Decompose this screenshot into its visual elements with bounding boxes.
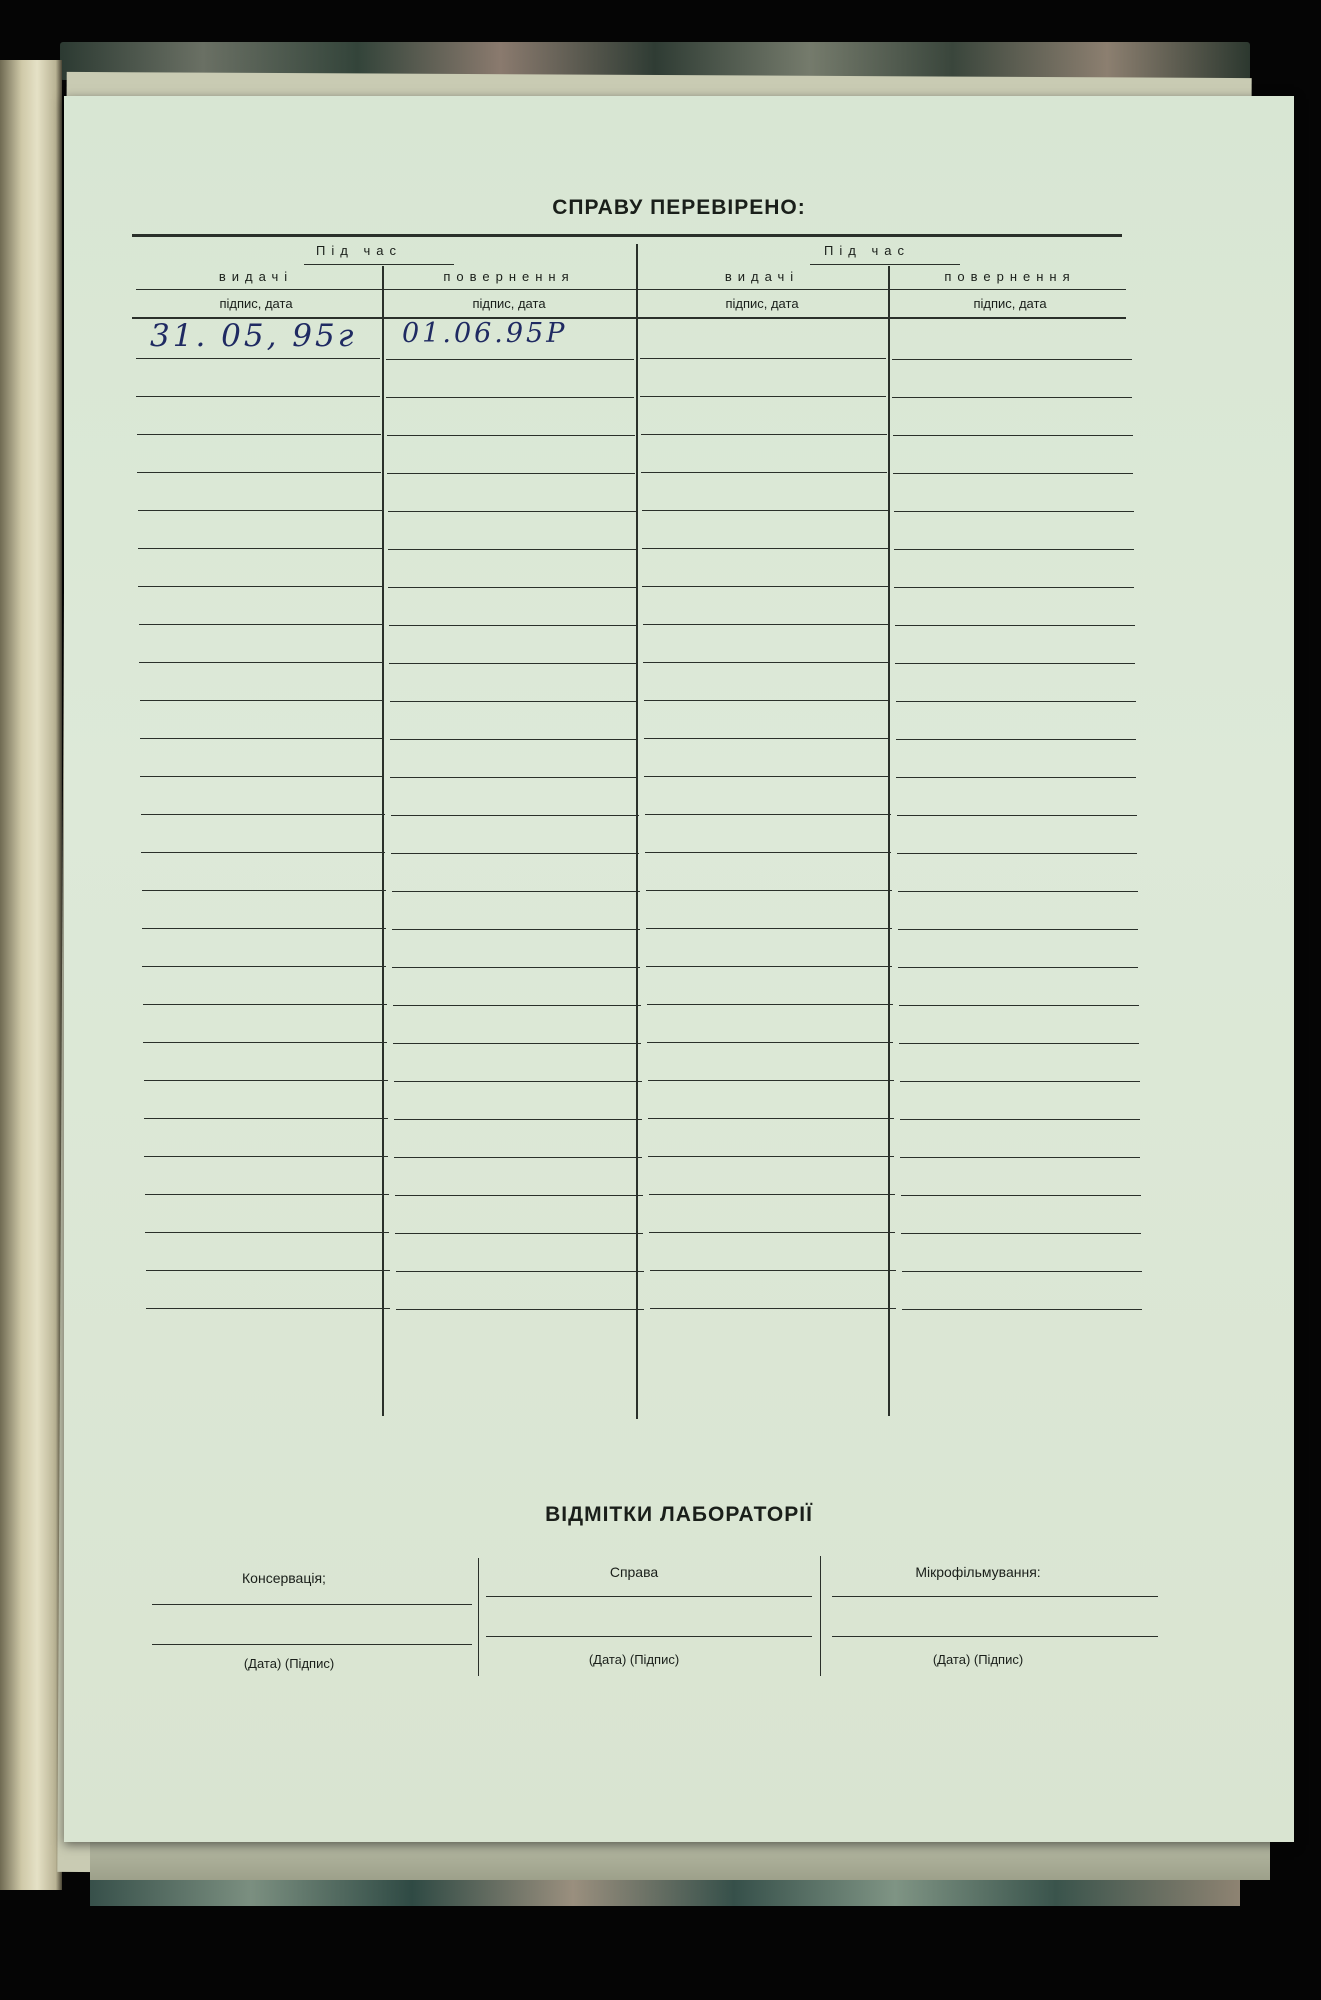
entry-row-line (650, 1308, 896, 1309)
lab-datesign-2: (Дата) (Підпис) (588, 1652, 680, 1667)
entry-row-line (892, 397, 1132, 398)
lab-conservation-label: Консервація; (242, 1570, 326, 1586)
entry-row-line (898, 967, 1138, 968)
entry-row-line (899, 1043, 1139, 1044)
entry-row-line (141, 814, 385, 815)
handwritten-return-date: 01.06.95Р (402, 318, 568, 349)
entry-row-line (394, 1157, 642, 1158)
entry-row-line (895, 663, 1135, 664)
entry-row-line (897, 853, 1137, 854)
entry-row-line (143, 1004, 387, 1005)
entry-row-line (649, 1232, 895, 1233)
entry-row-line (396, 1271, 644, 1272)
entry-row-line (137, 472, 381, 473)
entry-row-line (146, 1270, 390, 1271)
entry-row-line (390, 777, 638, 778)
entry-row-line (392, 929, 640, 930)
entry-row-line (647, 1004, 893, 1005)
entry-row-line (896, 739, 1136, 740)
entry-row-line (395, 1233, 643, 1234)
entry-row-line (901, 1195, 1141, 1196)
entry-row-line (146, 1308, 390, 1309)
lab-line-2a (486, 1596, 812, 1597)
entry-row-line (145, 1194, 389, 1195)
entry-row-line (896, 777, 1136, 778)
entry-row-line (136, 358, 380, 359)
entry-row-line (642, 586, 888, 587)
entry-row-line (646, 966, 892, 967)
header-mid-rule (136, 289, 1126, 290)
entry-row-line (138, 548, 382, 549)
entry-row-line (144, 1156, 388, 1157)
entry-row-line (894, 511, 1134, 512)
folder-spine (0, 60, 62, 1890)
col-issue-right: видачі (724, 269, 800, 284)
entry-row-line (643, 624, 889, 625)
entry-row-line (393, 1043, 641, 1044)
bottom-fold (90, 1838, 1270, 1880)
entry-row-line (896, 701, 1136, 702)
entry-row-line (644, 776, 890, 777)
entry-row-line (140, 700, 384, 701)
entry-row-line (901, 1233, 1141, 1234)
col-divider-1 (382, 266, 384, 1416)
entry-row-line (897, 815, 1137, 816)
entry-row-line (644, 738, 890, 739)
col-return-right: повернення (944, 269, 1076, 284)
lab-line-3b (832, 1636, 1158, 1637)
entry-row-line (142, 966, 386, 967)
entry-row-line (899, 1005, 1139, 1006)
sign-date-4: підпис, дата (973, 296, 1047, 311)
entry-row-line (648, 1080, 894, 1081)
entry-row-line (142, 890, 386, 891)
entry-row-line (144, 1118, 388, 1119)
entry-row-line (140, 738, 384, 739)
entry-row-line (893, 435, 1133, 436)
entry-row-line (641, 472, 887, 473)
entry-row-line (386, 359, 634, 360)
form-page (64, 96, 1294, 1842)
entry-row-line (640, 358, 886, 359)
entry-row-line (900, 1119, 1140, 1120)
entry-row-line (392, 967, 640, 968)
lab-title: ВІДМІТКИ ЛАБОРАТОРІЇ (545, 1503, 813, 1526)
entry-row-line (136, 396, 380, 397)
col-divider-3 (888, 266, 890, 1416)
entry-row-line (389, 663, 637, 664)
entry-row-line (900, 1157, 1140, 1158)
entry-row-line (900, 1081, 1140, 1082)
entry-row-line (641, 434, 887, 435)
entry-row-line (394, 1119, 642, 1120)
entry-row-line (391, 853, 639, 854)
entry-row-line (650, 1270, 896, 1271)
entry-row-line (648, 1156, 894, 1157)
entry-row-line (647, 1042, 893, 1043)
entry-row-line (387, 435, 635, 436)
entry-row-line (648, 1118, 894, 1119)
entry-row-line (388, 511, 636, 512)
entry-row-line (649, 1194, 895, 1195)
entry-row-line (141, 852, 385, 853)
entry-row-line (898, 891, 1138, 892)
col-divider-2 (636, 244, 638, 1419)
entry-row-line (392, 891, 640, 892)
form-title: СПРАВУ ПЕРЕВІРЕНО: (552, 196, 806, 219)
entry-row-line (644, 700, 890, 701)
lab-line-3a (832, 1596, 1158, 1597)
entry-row-line (646, 928, 892, 929)
entry-row-line (645, 814, 891, 815)
sign-date-2: підпис, дата (472, 296, 546, 311)
entry-row-line (895, 625, 1135, 626)
entry-row-line (386, 397, 634, 398)
entry-row-line (646, 890, 892, 891)
group-header-right: Під час (824, 243, 910, 258)
entry-row-line (389, 625, 637, 626)
sign-date-3: підпис, дата (725, 296, 799, 311)
cover-marbled-bottom (90, 1876, 1240, 1906)
entry-row-line (642, 510, 888, 511)
col-issue-left: видачі (218, 269, 294, 284)
entry-row-line (138, 510, 382, 511)
entry-row-line (144, 1080, 388, 1081)
entry-row-line (139, 624, 383, 625)
entry-row-line (140, 776, 384, 777)
entry-row-line (138, 586, 382, 587)
entry-row-line (388, 587, 636, 588)
entry-row-line (143, 1042, 387, 1043)
entry-row-line (391, 815, 639, 816)
entry-row-line (142, 928, 386, 929)
entry-row-line (388, 549, 636, 550)
entry-row-line (145, 1232, 389, 1233)
entry-row-line (393, 1005, 641, 1006)
lab-datesign-3: (Дата) (Підпис) (932, 1652, 1024, 1667)
entry-row-line (902, 1309, 1142, 1310)
lab-microfilm-label: Мікрофільмування: (915, 1564, 1041, 1580)
lab-divider-1 (478, 1558, 479, 1676)
entry-row-line (396, 1309, 644, 1310)
entry-row-line (642, 548, 888, 549)
entry-row-line (137, 434, 381, 435)
entry-row-line (394, 1081, 642, 1082)
entry-row-line (640, 396, 886, 397)
lab-line-1b (152, 1644, 472, 1645)
entry-row-line (643, 662, 889, 663)
lab-divider-2 (820, 1556, 821, 1676)
sign-date-1: підпис, дата (219, 296, 293, 311)
lab-datesign-1: (Дата) (Підпис) (243, 1656, 335, 1671)
entry-row-line (390, 701, 638, 702)
lab-case-label: Справа (609, 1564, 659, 1580)
entry-row-line (894, 587, 1134, 588)
handwritten-issue-date: 31. 05, 95г (150, 318, 357, 354)
entry-row-line (892, 359, 1132, 360)
entry-row-line (139, 662, 383, 663)
group-underline-left (304, 264, 454, 265)
group-header-left: Під час (316, 243, 402, 258)
group-underline-right (810, 264, 960, 265)
entry-row-line (390, 739, 638, 740)
entry-row-line (395, 1195, 643, 1196)
lab-line-1a (152, 1604, 472, 1605)
entry-row-line (645, 852, 891, 853)
entry-row-line (387, 473, 635, 474)
table-top-rule (132, 234, 1122, 237)
entry-row-line (894, 549, 1134, 550)
entry-row-line (898, 929, 1138, 930)
entry-row-line (902, 1271, 1142, 1272)
entry-row-line (893, 473, 1133, 474)
lab-line-2b (486, 1636, 812, 1637)
col-return-left: повернення (443, 269, 575, 284)
